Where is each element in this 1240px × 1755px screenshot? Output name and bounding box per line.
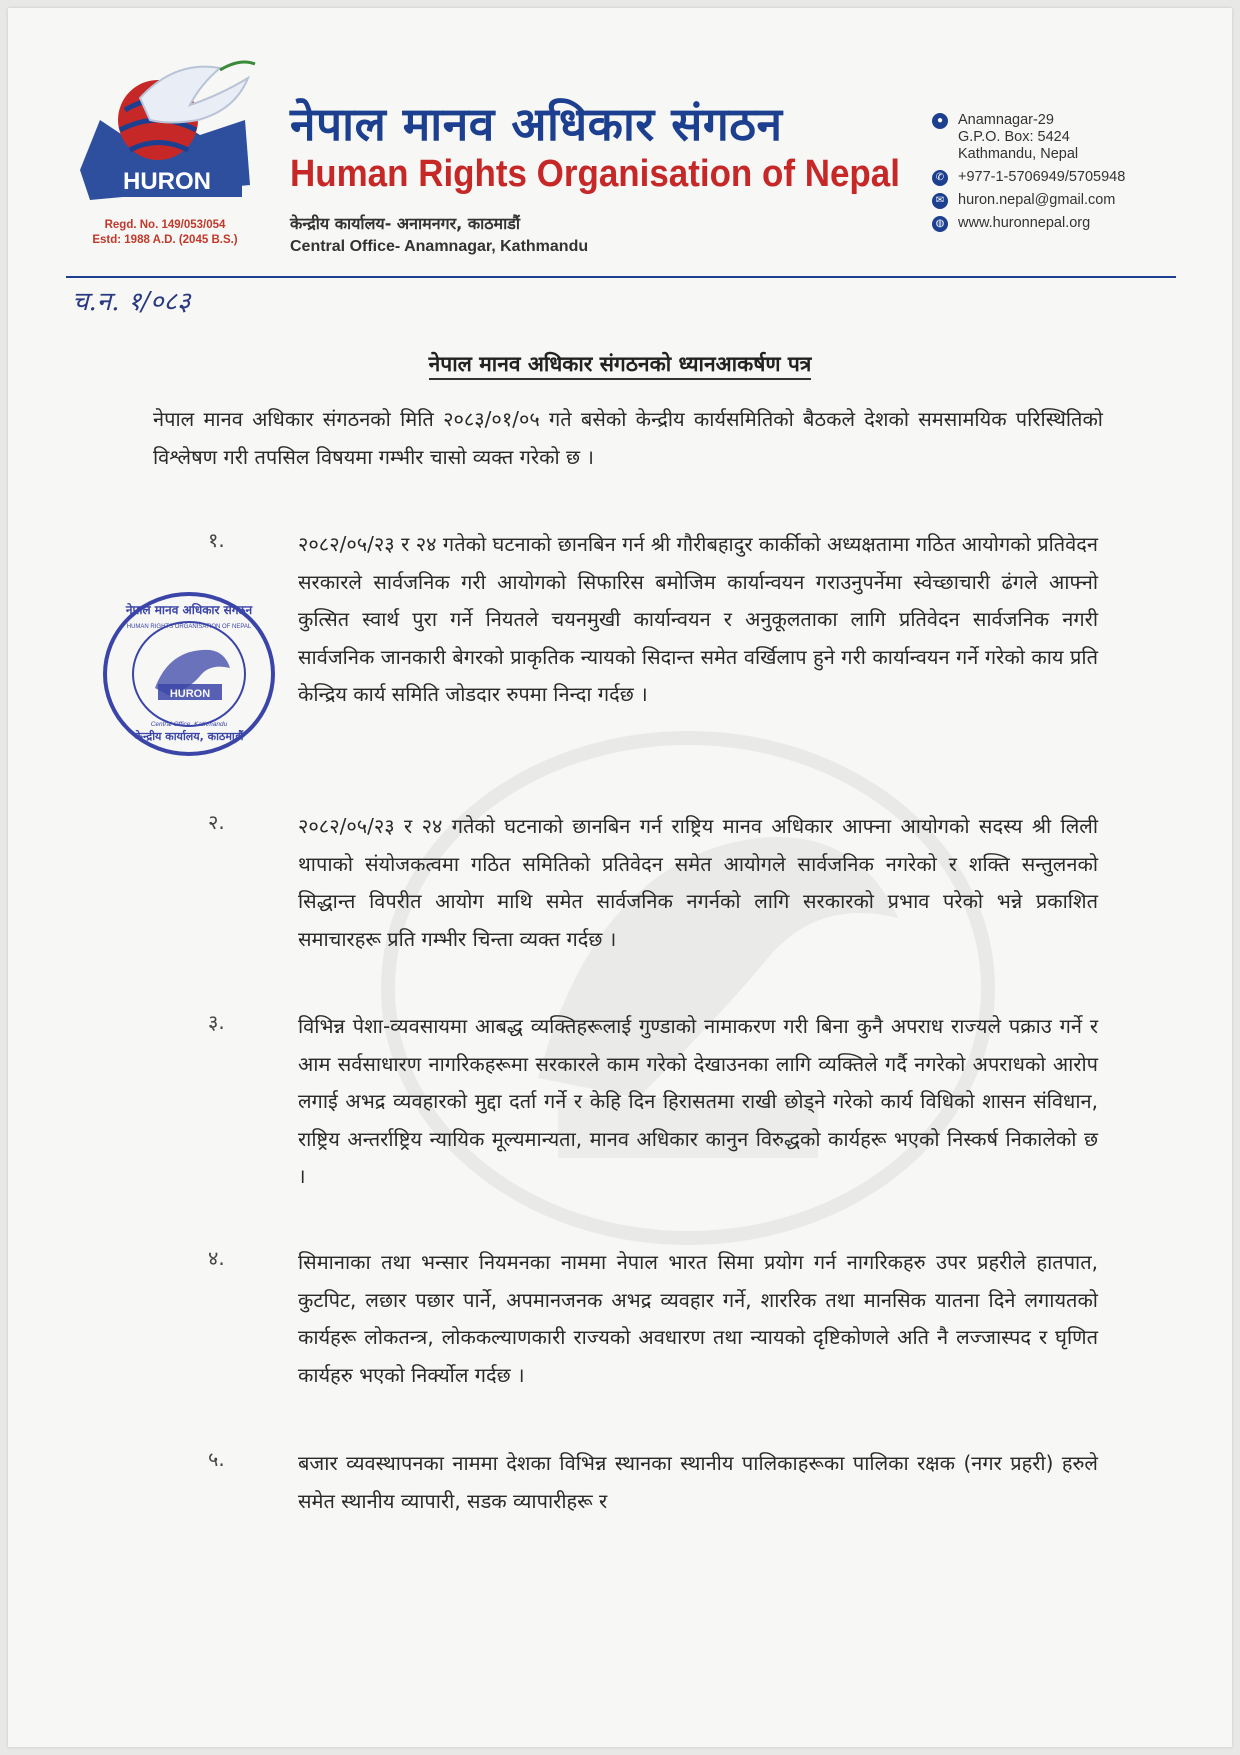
stamp-top-text: नेपाल मानव अधिकार संगठन bbox=[125, 603, 253, 617]
office-address-nepali: केन्द्रीय कार्यालय- अनामनगर, काठमाडौं bbox=[290, 214, 520, 233]
established-date: Estd: 1988 A.D. (2045 B.S.) bbox=[92, 234, 238, 246]
item-text: सिमानाका तथा भन्सार नियमनका नाममा नेपाल भारत सिमा प्रयोग गर्न नागरिकहरु उपर प्रहरीले हातपात, कुटपिट, लछार पछार पार्ने, अपमानजनक अभद्र व्यवहार गर्ने, शाररिक तथा मानसिक यातना दिने लगायतको कार्यहरू लोकतन्त्र, लोककल्याणकारी राज्यको अवधारण तथा न्यायको दृष्टिकोणले अति नै लज्जास्पद र घृणित कार्यहरु भएको निर्क्योल गर्दछ । bbox=[298, 1250, 1098, 1387]
phone-icon: ✆ bbox=[932, 170, 948, 186]
org-title-nepali: नेपाल मानव अधिकार संगठन bbox=[290, 97, 783, 151]
item-text: बजार व्यवस्थापनका नाममा देशका विभिन्न स्थानका स्थानीय पालिकाहरूका पालिका रक्षक (नगर प्रहरी) हरुले समेत स्थानीय व्यापारी, सडक व्यापारीहरू र bbox=[298, 1451, 1098, 1513]
item-text: २०८२/०५/२३ र २४ गतेको घटनाको छानबिन गर्न राष्ट्रिय मानव अधिकार आफ्ना आयोगको सदस्य श्री लिली थापाको संयोजकत्वमा गठित समितिको प्रतिवेदन समेत आयोगले सार्वजनिक नगरेको र शक्ति सन्तुलनको सिद्धान्त विपरीत आयोग माथि समेत सार्वजनिक नगर्नको लागि सरकारको प्रभाव परेको भन्ने प्रकाशित समाचारहरू प्रति गम्भीर चिन्ता व्यक्त गर्दछ । bbox=[298, 814, 1098, 951]
item-number: ३. bbox=[208, 1010, 225, 1034]
document-title-text: नेपाल मानव अधिकार संगठनको ध्यानआकर्षण पत्र bbox=[429, 352, 812, 380]
phone-text: +977-1-5706949/5705948 bbox=[958, 169, 1126, 185]
reference-number: च.न. १/०८३ bbox=[72, 287, 191, 317]
address-line: G.P.O. Box: 5424 bbox=[958, 129, 1070, 145]
office-address-english: Central Office- Anamnagar, Kathmandu bbox=[290, 238, 589, 255]
email-icon: ✉ bbox=[932, 193, 948, 209]
registration-info bbox=[70, 218, 260, 248]
document-page bbox=[8, 8, 1232, 1747]
globe-icon: ◍ bbox=[932, 216, 948, 232]
contact-email bbox=[932, 192, 1182, 209]
stamp-office-english-text: Central Office, Kathmandu bbox=[150, 721, 228, 728]
address-line: Kathmandu, Nepal bbox=[958, 146, 1079, 162]
organization-stamp bbox=[100, 588, 278, 760]
item-text: विभिन्न पेशा-व्यवसायमा आबद्ध व्यक्तिहरूलाई गुण्डाको नामाकरण गरी बिना कुनै अपराध राज्यले पक्राउ गर्ने र आम सर्वसाधारण नागरिकहरूमा सरकारले काम गरेको देखाउनका लागि व्यक्तिले गर्दै नगरेको अपराधको आरोप लगाई अभद्र व्यवहारको मुद्दा दर्ता गर्ने र केहि दिन हिरासतमा राखी छोड्ने गरेको कार्य विधिको शासन संविधान, राष्ट्रिय अन्तर्राष्ट्रिय न्यायिक मूल्यमान्यता, मानव अधिकार कानुन विरुद्धको कार्यहरू भएको निस्कर्ष निकालेको छ । bbox=[298, 1014, 1098, 1188]
stamp-english-text: HUMAN RIGHTS ORGANISATION OF NEPAL bbox=[126, 624, 252, 630]
logo-text: HURON bbox=[123, 168, 211, 195]
item-number: ४. bbox=[208, 1246, 225, 1270]
regd-no: Regd. No. 149/053/054 bbox=[104, 219, 226, 231]
email-text: huron.nepal@gmail.com bbox=[958, 192, 1116, 208]
org-title-english: Human Rights Organisation of Nepal bbox=[290, 153, 900, 195]
item-number: १. bbox=[208, 528, 225, 552]
item-number: २. bbox=[208, 810, 225, 834]
contact-phone bbox=[932, 169, 1182, 186]
contact-address bbox=[932, 112, 1182, 163]
huron-logo bbox=[70, 50, 260, 210]
contact-block bbox=[932, 112, 1182, 238]
intro-paragraph: नेपाल मानव अधिकार संगठनको मिति २०८३/०१/०५ गते बसेको केन्द्रीय कार्यसमितिको बैठकले देशको समसामयिक परिस्थितिको विश्लेषण गरी तपसिल विषयमा गम्भीर चासो व्यक्त गरेको छ । bbox=[153, 407, 1103, 469]
item-number: ५. bbox=[208, 1447, 225, 1471]
address-line: Anamnagar-29 bbox=[958, 112, 1054, 128]
header-divider bbox=[66, 276, 1176, 278]
website-text: www.huronnepal.org bbox=[958, 215, 1091, 231]
location-icon: ● bbox=[932, 113, 948, 129]
stamp-bottom-text: केन्द्रीय कार्यालय, काठमाडौं bbox=[134, 730, 244, 743]
document-title bbox=[8, 350, 1232, 378]
stamp-center-text: HURON bbox=[169, 688, 211, 700]
item-text: २०८२/०५/२३ र २४ गतेको घटनाको छानबिन गर्न श्री गौरीबहादुर कार्कीको अध्यक्षतामा गठित आयोगको प्रतिवेदन सरकारले सार्वजनिक गरी आयोगको सिफारिस बमोजिम कार्यान्वयन गराउनुपर्नेमा स्वेच्छाचारी ढंगले आफ्नो कुत्सित स्वार्थ पुरा गर्ने नियतले चयनमुखी कार्यान्वयन र अनुकूलताका लागि प्रतिवेदन सार्वजनिक नगरी सार्वजनिक जानकारी बेगरको प्राकृतिक न्यायको सिदान्त समेत वर्खिलाप हुने गरी कार्यान्वयन गर्ने गरेको काय प्रति केन्द्रिय कार्य समिति जोडदार रुपमा निन्दा गर्दछ । bbox=[298, 532, 1098, 706]
contact-website bbox=[932, 215, 1182, 232]
